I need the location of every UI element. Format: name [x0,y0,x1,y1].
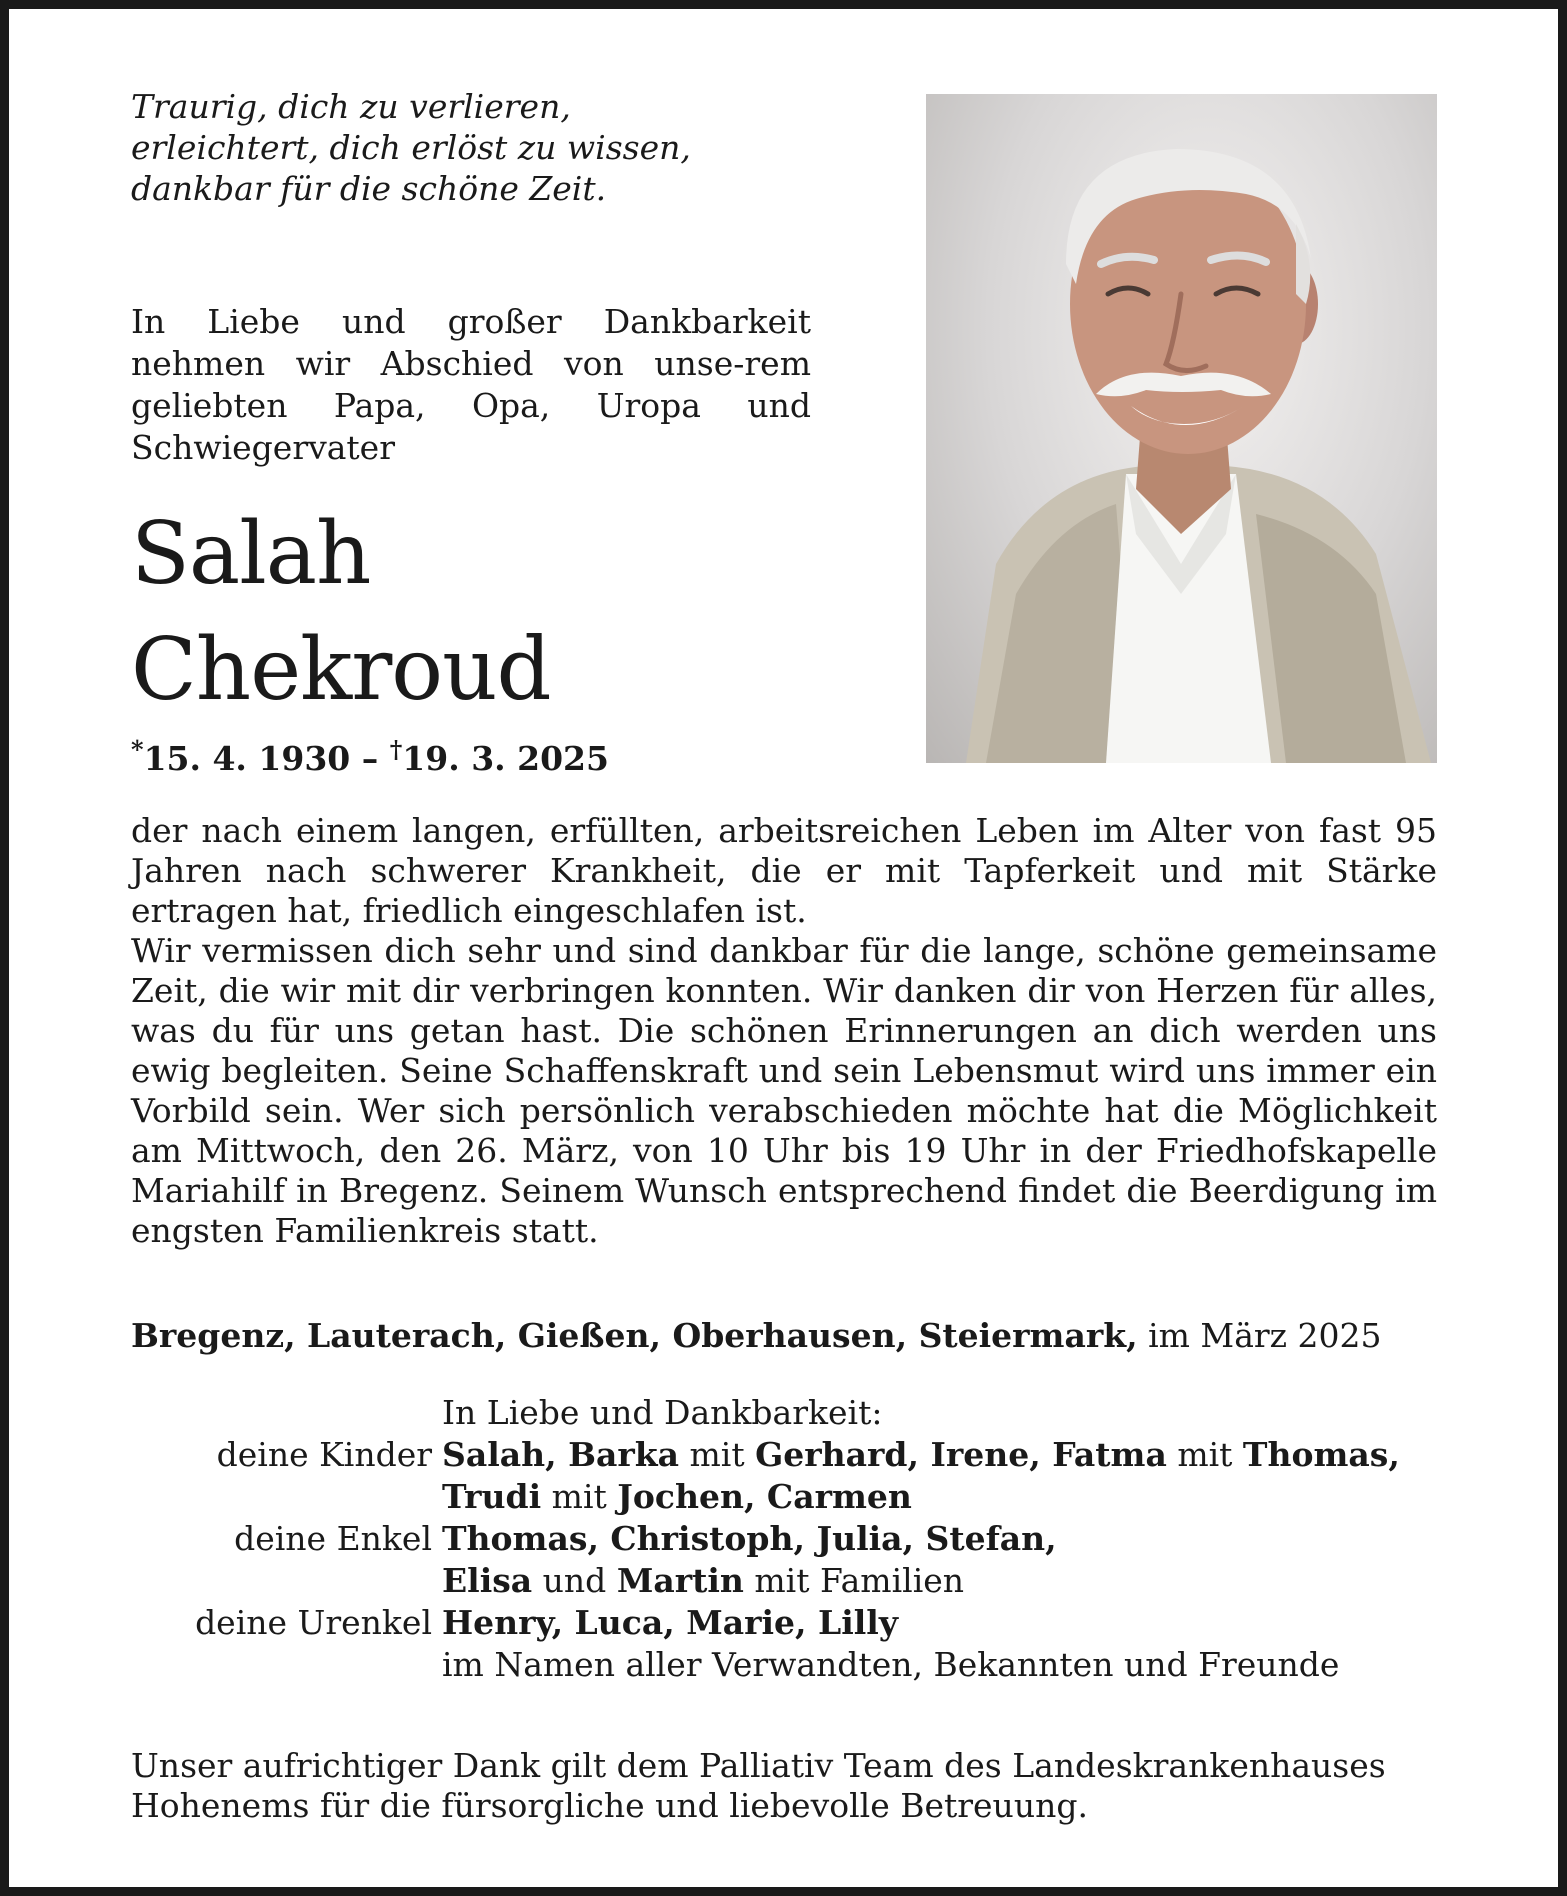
portrait-illustration [926,94,1437,763]
obituary-body [131,811,1437,1251]
life-dates [131,726,609,783]
body-paragraph: Wir vermissen dich sehr und sind dankbar für die lange, schöne gemeinsame Zeit, die wir mit dir verbringen konnten. Wir danken dir von Herzen für alles, was du für uns getan hast. Die schönen Erinnerungen an dich werden uns ewig begleiten. Seine Schaffenskraft und sein Lebensmut wird uns immer ein Vorbild sein. Wer sich persönlich verabschieden möchte hat die Möglichkeit am Mittwoch, den 26. März, von 10 Uhr bis 19 Uhr in der Friedhofskapelle Mariahilf in Bregenz. Seinem Wunsch entsprechend findet die Beerdigung im engsten Familienkreis statt. [131,931,1437,1250]
grandchildren-row [131,1518,1437,1560]
memorial-quote [131,86,771,209]
date-separator: – [350,739,390,778]
birth-date: 15. 4. 1930 [143,739,351,778]
grandchildren-label: deine Enkel [234,1519,432,1558]
grandchildren-names: Thomas, Christoph, Julia, Stefan, [442,1519,1057,1558]
great-grandchildren-label: deine Urenkel [195,1603,432,1642]
mourners-list [131,1392,1437,1686]
children-label: deine Kinder [216,1435,432,1474]
first-name: Salah [131,504,371,604]
death-symbol: † [389,735,403,764]
children-names-2: Trudi mit Jochen, Carmen [442,1477,912,1516]
acknowledgement: Unser aufrichtiger Dank gilt dem Palliativ Team des Landeskrankenhauses Hohenems für die fürsorgliche und liebevolle Betreuung. [131,1746,1386,1825]
place-and-date [131,1314,1382,1358]
grandchildren-names-2: Elisa und Martin mit Familien [442,1561,965,1600]
quote-line: dankbar für die schöne Zeit. [131,169,607,208]
great-grandchildren-row [131,1602,1437,1644]
grandchildren-row-2 [131,1560,1437,1602]
children-row-2 [131,1476,1437,1518]
portrait-photo [926,94,1437,763]
closing-line: im Namen aller Verwandten, Bekannten und Freunde [442,1645,1340,1684]
deceased-name [131,496,551,728]
body-paragraph: der nach einem langen, erfüllten, arbeitsreichen Leben im Alter von fast 95 Jahren nach schwerer Krankheit, die er mit Tapferkeit und mit Stärke ertragen hat, friedlich eingeschlafen ist. [131,811,1437,930]
towns: Bregenz, Lauterach, Gießen, Oberhausen, Steiermark, [131,1316,1138,1355]
obituary [131,86,1437,1826]
children-names: Salah, Barka mit Gerhard, Irene, Fatma mit Thomas, [442,1435,1400,1474]
birth-symbol: * [131,735,144,764]
signers-heading: In Liebe und Dankbarkeit: [442,1393,883,1432]
quote-line: Traurig, dich zu verlieren, [131,87,571,126]
signers-heading-row [131,1392,1437,1434]
notice-date: im März 2025 [1137,1316,1382,1355]
intro-text: In Liebe und großer Dankbarkeit nehmen wir Abschied von unse-rem geliebten Papa, Opa, Uropa und Schwiegervater [131,302,811,467]
death-date: 19. 3. 2025 [402,739,609,778]
closing-row [131,1644,1437,1686]
quote-line: erleichtert, dich erlöst zu wissen, [131,128,691,167]
children-row [131,1434,1437,1476]
great-grandchildren-names: Henry, Luca, Marie, Lilly [442,1603,898,1642]
last-name: Chekroud [131,620,551,720]
